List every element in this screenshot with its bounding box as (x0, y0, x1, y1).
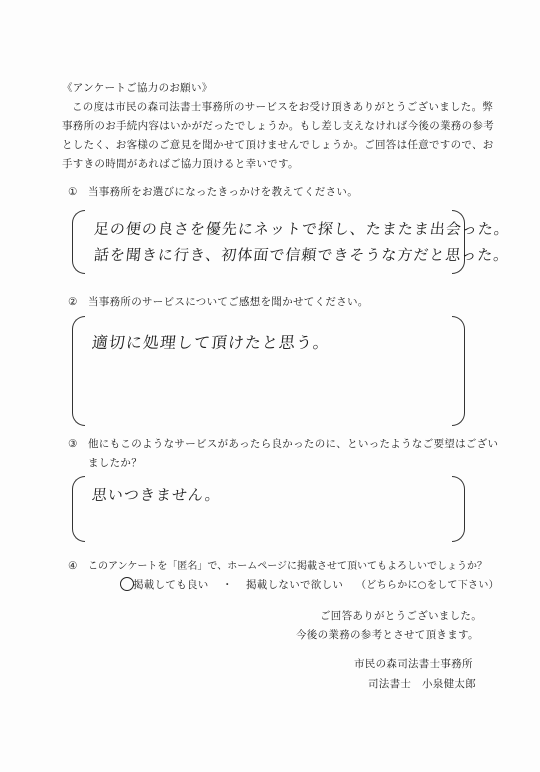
q2-answer-bracket-left (72, 316, 85, 426)
intro-line-1: この度は市民の森司法書士事務所のサービスをお受け頂きありがとうございました。弊 (72, 101, 494, 113)
q4-number: ④ (68, 560, 78, 572)
q1-answer-bracket-left (72, 210, 85, 274)
q4-option-separator: ・ (222, 579, 233, 591)
q3-number: ③ (68, 438, 78, 450)
q3-question-line-1: 他にもこのようなサービスがあったら良かったのに、といったようなご要望はござい (88, 438, 499, 450)
closing-reference: 今後の業務の参考とさせて頂きます。 (296, 629, 479, 641)
q1-answer-line-1: 足の便の良さを優先にネットで探し、たまたま出会った。 (93, 220, 511, 238)
q1-answer-line-2: 話を聞きに行き、初体面で信頼できそうな方だと思った。 (93, 246, 511, 264)
q2-question: 当事務所のサービスについてご感想を聞かせてください。 (88, 296, 369, 308)
q4-instruction-note: （どちらかに○をして下さい） (356, 580, 499, 591)
q4-question: このアンケートを「匿名」で、ホームページに掲載させて頂いてもよろしいでしょうか？ (88, 561, 487, 572)
q2-answer: 適切に処理して頂けたと思う。 (90, 333, 331, 352)
q1-number: ① (68, 186, 78, 198)
q4-option-yes[interactable]: 掲載しても良い (133, 579, 209, 591)
q2-number: ② (68, 296, 78, 308)
survey-title: 《アンケートご協力のお願い》 (62, 82, 213, 94)
q2-answer-bracket-right (452, 316, 465, 426)
q3-question-line-2: ましたか？ (88, 457, 142, 469)
q3-answer-bracket-right (452, 476, 465, 542)
office-name: 市民の森司法書士事務所 (354, 658, 473, 670)
q4-option-no[interactable]: 掲載しないで欲しい (246, 579, 344, 591)
q1-question: 当事務所をお選びになったきっかけを教えてください。 (88, 186, 358, 198)
intro-line-2: 事務所のお手続内容はいかがだったでしょうか。もし差し支えなければ今後の業務の参考 (62, 120, 494, 132)
q3-answer: 思いつきません。 (91, 486, 222, 504)
closing-thanks: ご回答ありがとうございました。 (320, 610, 482, 622)
selected-circle-mark (120, 577, 134, 591)
intro-line-3: としたく、お客様のご意見を聞かせて頂けませんでしょうか。ご回答は任意ですので、お (62, 139, 494, 151)
signer-name: 司法書士 小泉健太郎 (368, 678, 476, 690)
q3-answer-bracket-left (72, 476, 85, 542)
intro-line-4: 手すきの時間があればご協力頂けると幸いです。 (62, 158, 299, 170)
